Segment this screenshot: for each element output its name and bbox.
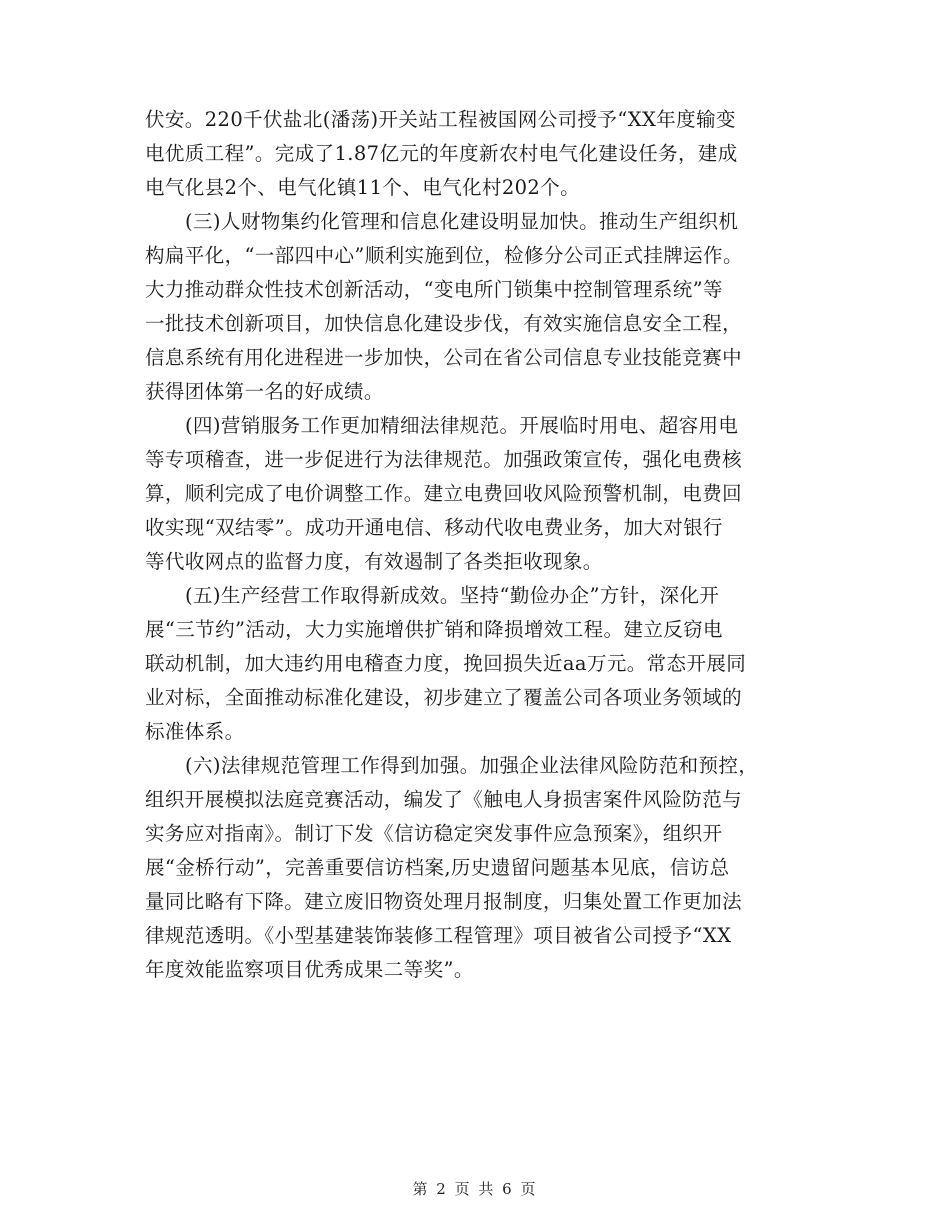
text-line: 收实现“双结零”。成功开通电信、移动代收电费业务，加大对银行 — [145, 516, 723, 539]
text-line: (五)生产经营工作取得新成效。坚持“勤俭办企”方针，深化开 — [185, 584, 720, 607]
text-line: 展“三节约”活动，大力实施增供扩销和降损增效工程。建立反窃电 — [145, 618, 723, 641]
paragraph-section-3 — [145, 205, 805, 409]
text-line: 标准体系。 — [145, 720, 245, 743]
text-line: 组织开展模拟法庭竞赛活动，编发了《触电人身损害案件风险防范与 — [145, 788, 743, 811]
text-line: 算，顺利完成了电价调整工作。建立电费回收风险预警机制，电费回 — [145, 482, 743, 505]
text-line: (四)营销服务工作更加精细法律规范。开展临时用电、超容用电 — [185, 414, 739, 437]
text-line: 电气化县2个、电气化镇11个、电气化村202个。 — [145, 176, 581, 199]
text-line: 联动机制，加大违约用电稽查力度，挽回损失近aa万元。常态开展同 — [145, 652, 747, 675]
paragraph-section-6 — [145, 749, 805, 987]
document-body — [145, 103, 805, 987]
text-line: (三)人财物集约化管理和信息化建设明显加快。推动生产组织机 — [185, 210, 739, 233]
text-line: 信息系统有用化进程进一步加快，公司在省公司信息专业技能竞赛中 — [145, 346, 743, 369]
paragraph-section-5 — [145, 579, 805, 749]
text-line: 获得团体第一名的好成绩。 — [145, 380, 384, 403]
text-line: 伏安。220千伏盐北(潘荡)开关站工程被国网公司授予“XX年度输变 — [145, 108, 736, 131]
text-line: 等专项稽查，进一步促进行为法律规范。加强政策宣传，强化电费核 — [145, 448, 743, 471]
paragraph-section-4 — [145, 409, 805, 579]
text-line: 大力推动群众性技术创新活动，“变电所门锁集中控制管理系统”等 — [145, 278, 723, 301]
text-line: 律规范透明。《小型基建装饰装修工程管理》项目被省公司授予“XX — [145, 924, 732, 947]
page-number-footer: 第 2 页 共 6 页 — [412, 1180, 538, 1198]
paragraph-continuation — [145, 103, 805, 205]
text-line: 量同比略有下降。建立废旧物资处理月报制度，归集处置工作更加法 — [145, 890, 743, 913]
text-line: 构扁平化，“一部四中心”顺利实施到位，检修分公司正式挂牌运作。 — [145, 244, 743, 267]
text-line: 业对标，全面推动标准化建设，初步建立了覆盖公司各项业务领域的 — [145, 686, 743, 709]
text-line: 一批技术创新项目，加快信息化建设步伐，有效实施信息安全工程， — [145, 312, 743, 335]
text-line: 年度效能监察项目优秀成果二等奖”。 — [145, 958, 474, 981]
text-line: 实务应对指南》。制订下发《信访稳定突发事件应急预案》，组织开 — [145, 822, 723, 845]
text-line: (六)法律规范管理工作得到加强。加强企业法律风险防范和预控， — [185, 754, 759, 777]
text-line: 电优质工程”。完成了1.87亿元的年度新农村电气化建设任务，建成 — [145, 142, 738, 165]
text-line: 展“金桥行动”，完善重要信访档案,历史遗留问题基本见底，信访总 — [145, 856, 730, 879]
text-line: 等代收网点的监督力度，有效遏制了各类拒收现象。 — [145, 550, 603, 573]
